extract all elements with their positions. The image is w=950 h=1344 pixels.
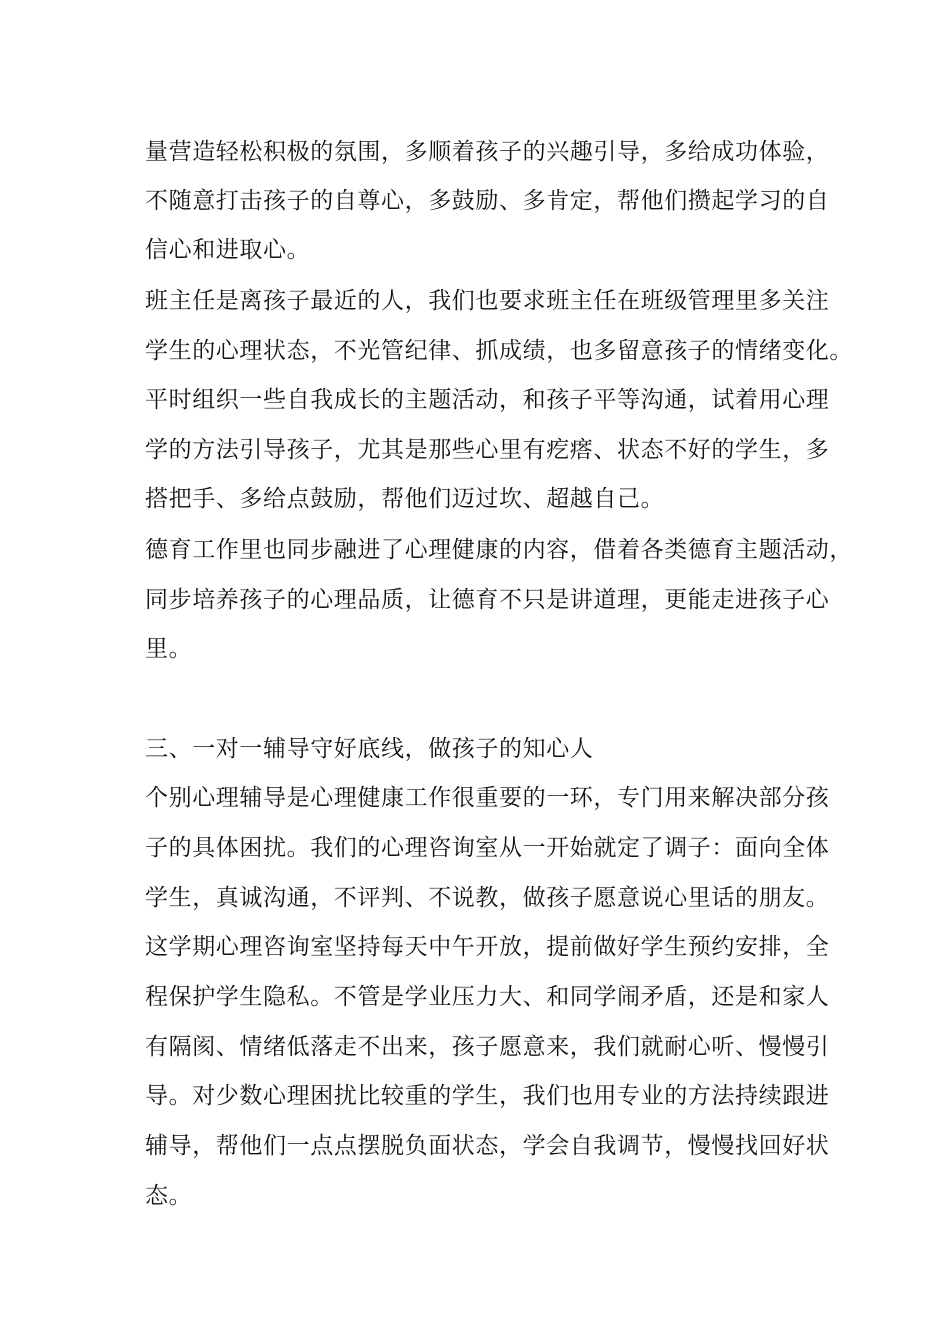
paragraph-line: 同步培养孩子的心理品质，让德育不只是讲道理，更能走进孩子心 bbox=[145, 587, 830, 613]
section-heading: 三、一对一辅导守好底线，做孩子的知心人 bbox=[145, 736, 594, 762]
paragraph-line: 学生的心理状态，不光管纪律、抓成绩，也多留意孩子的情绪变化。 bbox=[145, 338, 853, 364]
paragraph-line: 量营造轻松积极的氛围，多顺着孩子的兴趣引导，多给成功体验， bbox=[145, 139, 830, 165]
paragraph-line: 信心和进取心。 bbox=[145, 237, 311, 263]
paragraph-line: 子的具体困扰。我们的心理咨询室从一开始就定了调子：面向全体 bbox=[145, 835, 830, 861]
paragraph-line: 学生，真诚沟通，不评判、不说教，做孩子愿意说心里话的朋友。 bbox=[145, 885, 830, 911]
paragraph-line: 程保护学生隐私。不管是学业压力大、和同学闹矛盾，还是和家人 bbox=[145, 984, 830, 1010]
paragraph-line: 这学期心理咨询室坚持每天中午开放，提前做好学生预约安排，全 bbox=[145, 934, 830, 960]
paragraph-line: 学的方法引导孩子，尤其是那些心里有疙瘩、状态不好的学生，多 bbox=[145, 437, 830, 463]
paragraph-line: 搭把手、多给点鼓励，帮他们迈过坎、超越自己。 bbox=[145, 486, 665, 512]
paragraph-line: 德育工作里也同步融进了心理健康的内容，借着各类德育主题活动， bbox=[145, 537, 853, 563]
paragraph-line: 班主任是离孩子最近的人，我们也要求班主任在班级管理里多关注 bbox=[145, 288, 830, 314]
paragraph-line: 有隔阂、情绪低落走不出来，孩子愿意来，我们就耐心听、慢慢引 bbox=[145, 1034, 830, 1060]
paragraph-line: 平时组织一些自我成长的主题活动，和孩子平等沟通，试着用心理 bbox=[145, 387, 830, 413]
paragraph-line: 导。对少数心理困扰比较重的学生，我们也用专业的方法持续跟进 bbox=[145, 1083, 830, 1109]
paragraph-line: 个别心理辅导是心理健康工作很重要的一环，专门用来解决部分孩 bbox=[145, 785, 830, 811]
paragraph-line: 里。 bbox=[145, 636, 193, 662]
paragraph-line: 态。 bbox=[145, 1183, 193, 1209]
paragraph-line: 辅导，帮他们一点点摆脱负面状态，学会自我调节，慢慢找回好状 bbox=[145, 1133, 830, 1159]
paragraph-line: 不随意打击孩子的自尊心，多鼓励、多肯定，帮他们攒起学习的自 bbox=[145, 188, 830, 214]
